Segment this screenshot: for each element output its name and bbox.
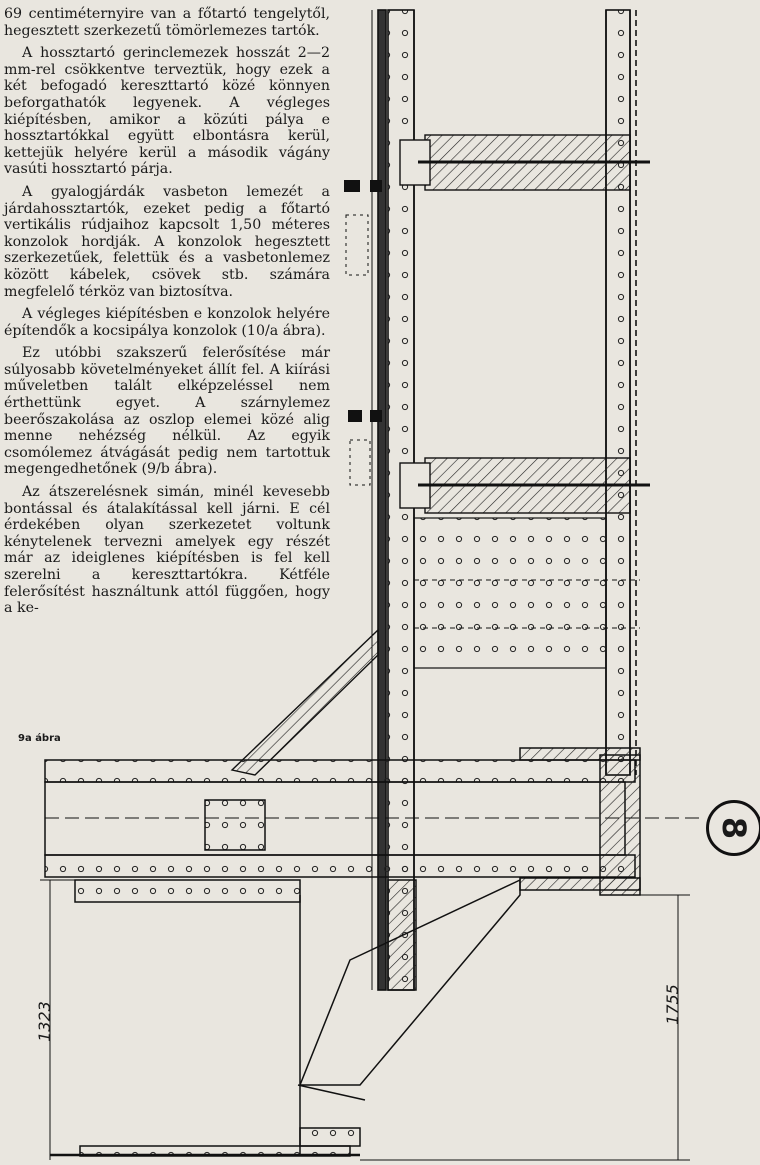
paragraph: A hossztartó gerinclemezek hosszát 2—2 mm-rel csökkentve terveztük, hogy ezek a két befogadó kereszttartó közé könnyen beforgathatók legyenek. A végleges kiépítésben, amikor a közúti pálya e hossztartókkal együtt elbontásra kerül, kettejük helyére kerül a második vágány vasúti hossztartó párja. — [4, 45, 330, 178]
rail-profiles — [344, 180, 382, 422]
paragraph: A gyalogjárdák vasbeton lemezét a járdahossztartók, ezeket pedig a főtartó vertikális rúdjaihoz kapcsolt 1,50 méteres konzolok hordják. A konzolok hegesztett szerkezetűek, felettük és a vasbetonlemez között kábelek, csövek stb. számára megfelelő térköz van biztosítva. — [4, 183, 330, 300]
paragraph: 69 centiméternyire van a főtartó tengelytől, hegesztett szerkezetű tömörlemezes tartók. — [4, 6, 330, 39]
dimension-right: 1755 — [662, 984, 682, 1025]
diagonal-brace — [232, 630, 378, 775]
paragraph: A végleges kiépítésben e konzolok helyére építendők a kocsipálya konzolok (10/a ábra). — [4, 306, 330, 339]
page-number: 8 — [714, 816, 753, 840]
figure-label: 9a ábra — [18, 733, 61, 744]
paragraph: Az átszerelésnek simán, minél kevesebb bontással és átalakítással kell járni. E cél érdekében olyan szerkezetet voltunk kénytelenek tervezni amelyek egy részét már az ideiglenes kiépítésben is fel kell szerelni a kereszttartókra. Kétféle felerősítést használtunk attól függően, hogy a ke- — [4, 484, 330, 617]
console-bracket — [50, 880, 520, 1156]
page-number-badge — [706, 800, 760, 856]
dimension-left: 1323 — [34, 1001, 54, 1042]
paragraph: Ez utóbbi szakszerű felerősítése már súlyosabb követelményeket állít fel. A kiírási műveletben talált elképzeléssel nem érthettünk egyet. A szárnylemez beerőszakolása az oszlop elemei közé alig menne nehézség nélkül. Az egyik csomólemez átvágását pedig nem tartottuk megengedhetőnek (9/b ábra). — [4, 345, 330, 478]
gusset-plate — [414, 518, 606, 668]
dimension-lines — [40, 880, 690, 1160]
